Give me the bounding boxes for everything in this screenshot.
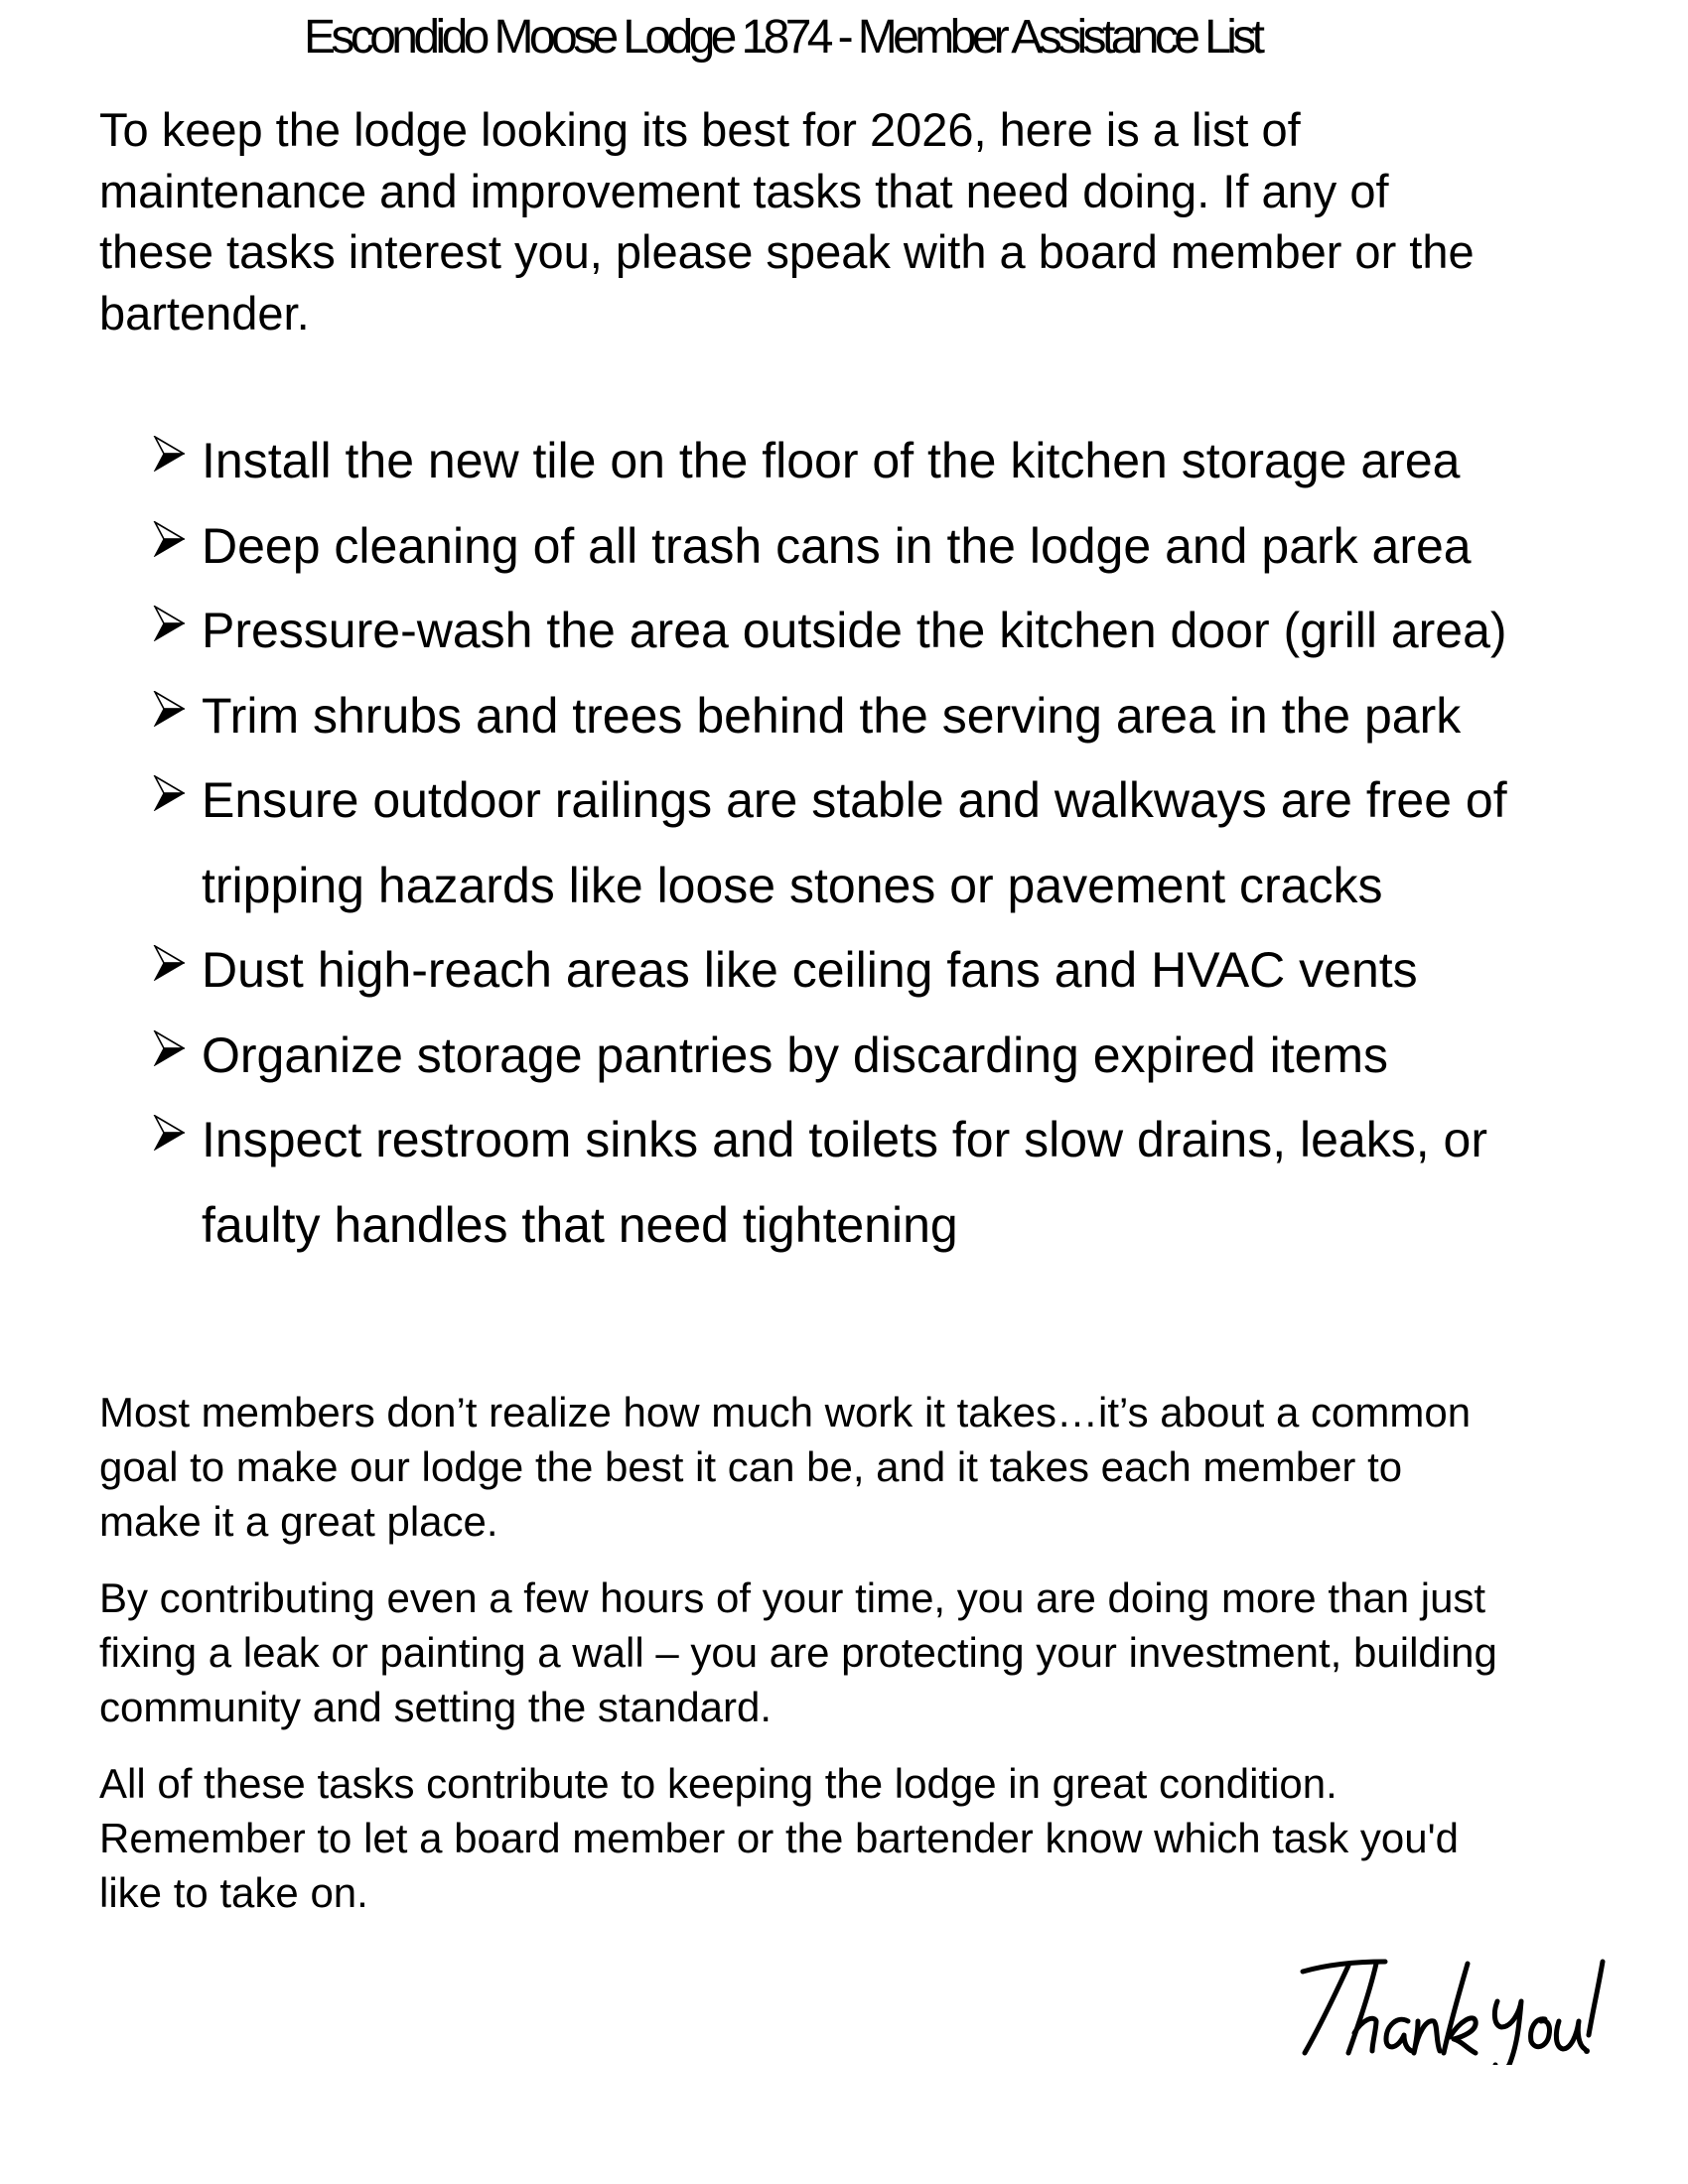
task-item xyxy=(149,589,1507,674)
paragraph-line: like to take on. xyxy=(99,1869,368,1916)
task-text: Ensure outdoor railings are stable and walkways are free of xyxy=(202,772,1507,828)
task-item xyxy=(149,1014,1507,1099)
paragraph-line: All of these tasks contribute to keeping the lodge in great condition. xyxy=(99,1760,1337,1807)
arrowhead-bullet-icon xyxy=(153,691,185,727)
task-text: Organize storage pantries by discarding expired items xyxy=(202,1026,1389,1083)
task-item xyxy=(149,928,1507,1014)
task-item xyxy=(149,419,1507,504)
arrowhead-bullet-icon xyxy=(153,1030,185,1066)
task-item xyxy=(149,1098,1507,1268)
task-item xyxy=(149,674,1507,759)
arrowhead-bullet-icon xyxy=(153,521,185,557)
intro-line: To keep the lodge looking its best for 2026, here is a list of xyxy=(99,103,1301,156)
closing-paragraph xyxy=(99,1570,1638,1734)
thank-you-signature xyxy=(1291,1956,1609,2065)
task-item xyxy=(149,758,1507,928)
arrowhead-bullet-icon xyxy=(153,945,185,981)
task-text: Pressure-wash the area outside the kitchen door (grill area) xyxy=(202,603,1507,658)
paragraph-line: fixing a leak or painting a wall – you are protecting your investment, building xyxy=(99,1629,1497,1676)
intro-line: maintenance and improvement tasks that need doing. If any of xyxy=(99,164,1389,217)
task-text: Deep cleaning of all trash cans in the lodge and park area xyxy=(202,517,1472,574)
closing-paragraph xyxy=(99,1756,1638,1920)
intro-paragraph xyxy=(99,99,1475,343)
paragraph-line: community and setting the standard. xyxy=(99,1684,773,1730)
closing-paragraph xyxy=(99,1385,1638,1549)
intro-line: bartender. xyxy=(99,286,310,340)
task-text: Inspect restroom sinks and toilets for slow drains, leaks, or xyxy=(202,1112,1487,1167)
task-text-continued: tripping hazards like loose stones or pavement cracks xyxy=(202,857,1383,913)
paragraph-line: Most members don’t realize how much work it takes…it’s about a common xyxy=(99,1389,1472,1435)
paragraph-line: By contributing even a few hours of your time, you are doing more than just xyxy=(99,1574,1486,1621)
arrowhead-bullet-icon xyxy=(153,606,185,641)
arrowhead-bullet-icon xyxy=(153,1115,185,1151)
closing-section xyxy=(99,1385,1638,1942)
paragraph-line: goal to make our lodge the best it can be, and it takes each member to xyxy=(99,1443,1403,1490)
task-text: Dust high-reach areas like ceiling fans and HVAC vents xyxy=(202,942,1418,998)
task-text-continued: faulty handles that need tightening xyxy=(202,1196,958,1253)
arrowhead-bullet-icon xyxy=(153,436,185,472)
task-text: Install the new tile on the floor of the kitchen storage area xyxy=(202,433,1461,488)
paragraph-line: Remember to let a board member or the bartender know which task you'd xyxy=(99,1815,1460,1861)
task-text: Trim shrubs and trees behind the serving area in the park xyxy=(202,687,1462,744)
paragraph-line: make it a great place. xyxy=(99,1498,498,1545)
task-item xyxy=(149,504,1507,590)
task-list xyxy=(149,419,1507,1268)
arrowhead-bullet-icon xyxy=(153,775,185,811)
intro-line: these tasks interest you, please speak with a board member or the xyxy=(99,225,1475,278)
document-title: Escondido Moose Lodge 1874 - Member Assistance List xyxy=(304,11,1261,64)
